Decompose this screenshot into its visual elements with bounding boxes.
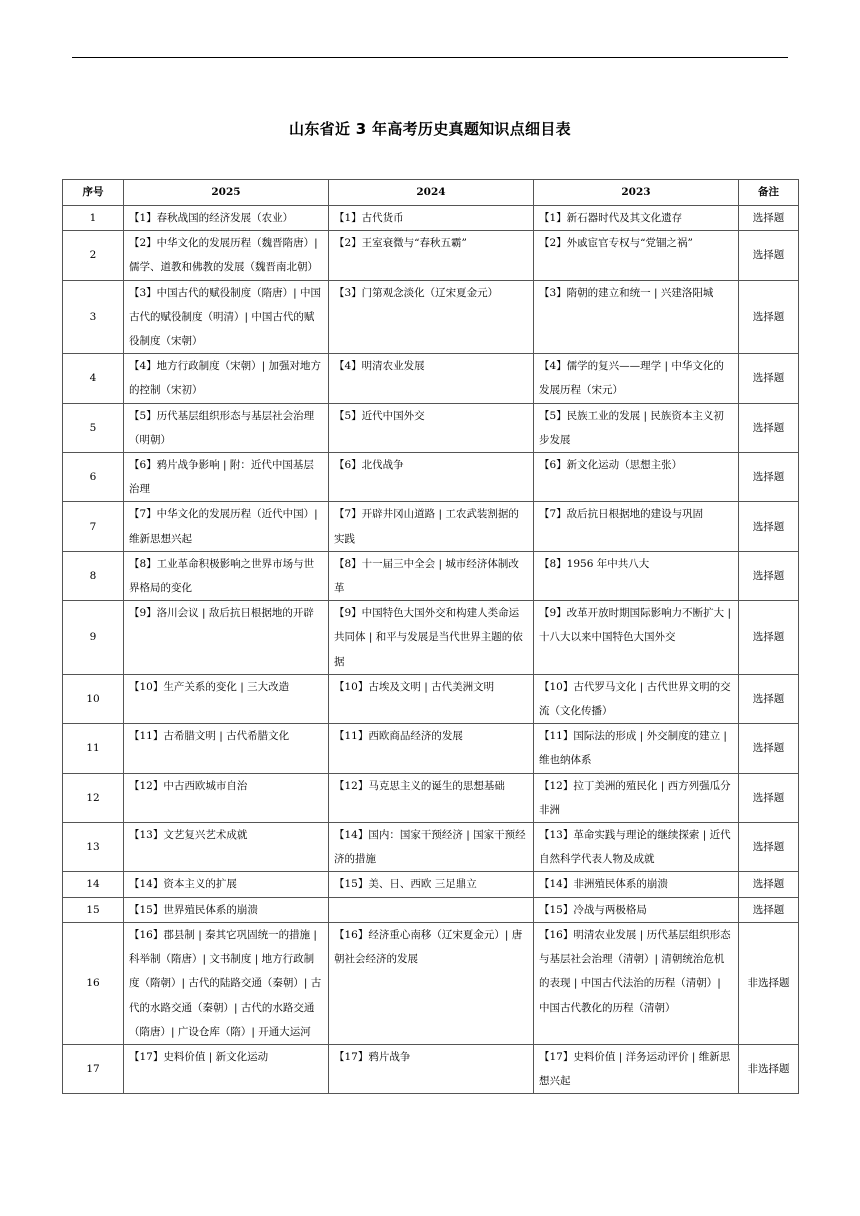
row-number-cell: 7: [63, 502, 124, 551]
cell-2024: 【1】古代货币: [329, 206, 534, 231]
cell-2024: 【15】美、日、西欧 三足鼎立: [329, 872, 534, 897]
cell-2023: 【9】改革开放时期国际影响力不断扩大 | 十八大以来中国特色大国外交: [534, 601, 739, 675]
note-cell: 选择题: [739, 773, 799, 822]
note-cell: 选择题: [739, 724, 799, 773]
cell-2023: 【8】1956 年中共八大: [534, 551, 739, 600]
row-number-cell: 1: [63, 206, 124, 231]
table-row: [63, 1044, 799, 1093]
note-cell: 选择题: [739, 674, 799, 723]
cell-2025: 【17】史料价值 | 新文化运动: [124, 1044, 329, 1093]
cell-2023: 【17】史料价值 | 洋务运动评价 | 维新思想兴起: [534, 1044, 739, 1093]
row-number-cell: 4: [63, 354, 124, 403]
table-row: [63, 601, 799, 675]
table-row: [63, 872, 799, 897]
cell-2023: 【14】非洲殖民体系的崩溃: [534, 872, 739, 897]
header-cell-2023: 2023: [534, 180, 739, 206]
row-number-cell: 13: [63, 823, 124, 872]
header-cell-no: 序号: [63, 180, 124, 206]
note-cell: 选择题: [739, 354, 799, 403]
row-number-cell: 2: [63, 231, 124, 280]
table-row: [63, 823, 799, 872]
note-cell: 非选择题: [739, 922, 799, 1044]
note-cell: 选择题: [739, 872, 799, 897]
cell-2024: 【17】鸦片战争: [329, 1044, 534, 1093]
table-row: [63, 280, 799, 354]
cell-2025: 【10】生产关系的变化 | 三大改造: [124, 674, 329, 723]
cell-2023: 【5】民族工业的发展 | 民族资本主义初步发展: [534, 403, 739, 452]
cell-2024: 【3】门第观念淡化（辽宋夏金元）: [329, 280, 534, 354]
row-number-cell: 15: [63, 897, 124, 922]
cell-2023: 【4】儒学的复兴——理学 | 中华文化的发展历程（宋元）: [534, 354, 739, 403]
cell-2024: 【4】明清农业发展: [329, 354, 534, 403]
cell-2024: 【8】十一届三中全会 | 城市经济体制改革: [329, 551, 534, 600]
cell-2024: 【9】中国特色大国外交和构建人类命运共同体 | 和平与发展是当代世界主题的依据: [329, 601, 534, 675]
page-title: 山东省近 3 年高考历史真题知识点细目表: [289, 120, 571, 138]
row-number-cell: 17: [63, 1044, 124, 1093]
cell-2025: 【7】中华文化的发展历程（近代中国）| 维新思想兴起: [124, 502, 329, 551]
cell-2023: 【7】敌后抗日根据地的建设与巩固: [534, 502, 739, 551]
note-cell: 选择题: [739, 280, 799, 354]
cell-2023: 【1】新石器时代及其文化遗存: [534, 206, 739, 231]
cell-2024: 【10】古埃及文明 | 古代美洲文明: [329, 674, 534, 723]
table-row: [63, 551, 799, 600]
row-number-cell: 8: [63, 551, 124, 600]
cell-2024: 【16】经济重心南移（辽宋夏金元）| 唐朝社会经济的发展: [329, 922, 534, 1044]
row-number-cell: 9: [63, 601, 124, 675]
row-number-cell: 6: [63, 453, 124, 502]
cell-2025: 【2】中华文化的发展历程（魏晋隋唐）| 儒学、道教和佛教的发展（魏晋南北朝）: [124, 231, 329, 280]
cell-2025: 【5】历代基层组织形态与基层社会治理（明朝）: [124, 403, 329, 452]
table-row: [63, 206, 799, 231]
row-number-cell: 11: [63, 724, 124, 773]
note-cell: 选择题: [739, 231, 799, 280]
cell-2025: 【1】春秋战国的经济发展（农业）: [124, 206, 329, 231]
cell-2025: 【14】资本主义的扩展: [124, 872, 329, 897]
cell-2023: 【15】冷战与两极格局: [534, 897, 739, 922]
header-cell-2024: 2024: [329, 180, 534, 206]
row-number-cell: 16: [63, 922, 124, 1044]
note-cell: 非选择题: [739, 1044, 799, 1093]
note-cell: 选择题: [739, 502, 799, 551]
cell-2023: 【16】明清农业发展 | 历代基层组织形态与基层社会治理（清朝）| 清朝统治危机的表现 | 中国古代法治的历程（清朝）| 中国古代教化的历程（清朝）: [534, 922, 739, 1044]
table-row: [63, 354, 799, 403]
table-row: [63, 453, 799, 502]
note-cell: 选择题: [739, 551, 799, 600]
row-number-cell: 3: [63, 280, 124, 354]
table-row: [63, 724, 799, 773]
cell-2023: 【3】隋朝的建立和统一 | 兴建洛阳城: [534, 280, 739, 354]
cell-2024: 【11】西欧商品经济的发展: [329, 724, 534, 773]
cell-2025: 【12】中古西欧城市自治: [124, 773, 329, 822]
cell-2025: 【6】鸦片战争影响 | 附：近代中国基层治理: [124, 453, 329, 502]
knowledge-table: [62, 179, 799, 1094]
table-row: [63, 773, 799, 822]
cell-2023: 【2】外戚宦官专权与“党锢之祸”: [534, 231, 739, 280]
header-rule: [72, 57, 788, 58]
header-cell-note: 备注: [739, 180, 799, 206]
cell-2025: 【13】文艺复兴艺术成就: [124, 823, 329, 872]
cell-2023: 【6】新文化运动（思想主张）: [534, 453, 739, 502]
row-number-cell: 5: [63, 403, 124, 452]
note-cell: 选择题: [739, 897, 799, 922]
cell-2024: 【5】近代中国外交: [329, 403, 534, 452]
table-row: [63, 922, 799, 1044]
cell-2025: 【15】世界殖民体系的崩溃: [124, 897, 329, 922]
row-number-cell: 10: [63, 674, 124, 723]
cell-2023: 【11】国际法的形成 | 外交制度的建立 | 维也纳体系: [534, 724, 739, 773]
cell-2025: 【3】中国古代的赋役制度（隋唐）| 中国古代的赋役制度（明清）| 中国古代的赋役制度（宋朝）: [124, 280, 329, 354]
cell-2023: 【13】革命实践与理论的继续探索 | 近代自然科学代表人物及成就: [534, 823, 739, 872]
cell-2023: 【10】古代罗马文化 | 古代世界文明的交流（文化传播）: [534, 674, 739, 723]
cell-2025: 【4】地方行政制度（宋朝）| 加强对地方的控制（宋初）: [124, 354, 329, 403]
note-cell: 选择题: [739, 601, 799, 675]
header-cell-2025: 2025: [124, 180, 329, 206]
note-cell: 选择题: [739, 403, 799, 452]
cell-2025: 【9】洛川会议 | 敌后抗日根据地的开辟: [124, 601, 329, 675]
cell-2025: 【8】工业革命积极影响之世界市场与世界格局的变化: [124, 551, 329, 600]
header-row: [63, 180, 799, 206]
cell-2024: 【2】王室衰微与“春秋五霸”: [329, 231, 534, 280]
cell-2024: [329, 897, 534, 922]
table-row: [63, 403, 799, 452]
note-cell: 选择题: [739, 206, 799, 231]
cell-2024: 【14】国内：国家干预经济 | 国家干预经济的措施: [329, 823, 534, 872]
row-number-cell: 12: [63, 773, 124, 822]
note-cell: 选择题: [739, 823, 799, 872]
row-number-cell: 14: [63, 872, 124, 897]
cell-2025: 【16】郡县制 | 秦其它巩固统一的措施 | 科举制（隋唐）| 文书制度 | 地方行政制度（隋朝）| 古代的陆路交通（秦朝）| 古代的水路交通（秦朝）| 古代的水路交通（隋唐）| 广设仓库（隋）| 开通大运河: [124, 922, 329, 1044]
table-row: [63, 674, 799, 723]
cell-2024: 【7】开辟井冈山道路 | 工农武装割据的实践: [329, 502, 534, 551]
cell-2024: 【12】马克思主义的诞生的思想基础: [329, 773, 534, 822]
table-row: [63, 231, 799, 280]
note-cell: 选择题: [739, 453, 799, 502]
cell-2024: 【6】北伐战争: [329, 453, 534, 502]
table-row: [63, 897, 799, 922]
cell-2025: 【11】古希腊文明 | 古代希腊文化: [124, 724, 329, 773]
cell-2023: 【12】拉丁美洲的殖民化 | 西方列强瓜分非洲: [534, 773, 739, 822]
table-row: [63, 502, 799, 551]
